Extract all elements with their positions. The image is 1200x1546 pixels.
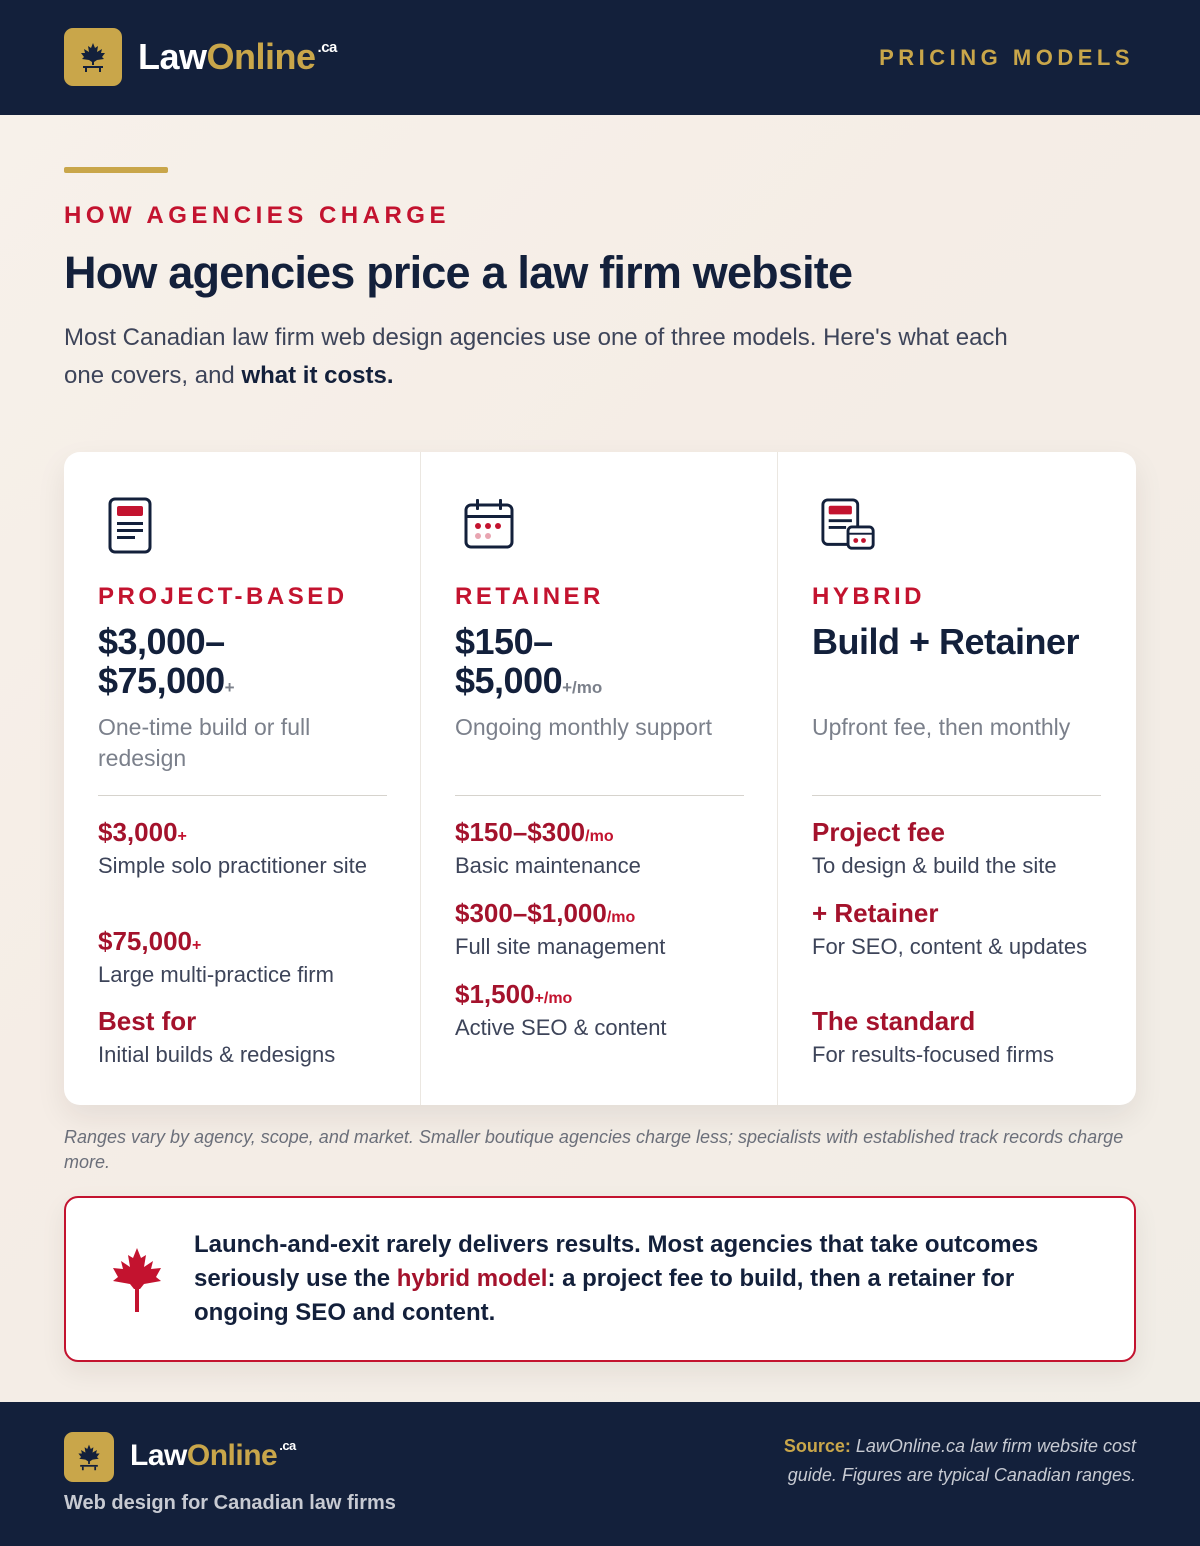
model-price: $3,000– $75,000+ <box>98 621 235 701</box>
model-label: HYBRID <box>812 583 926 610</box>
hybrid-callout <box>64 1196 1136 1362</box>
header-section-tag: PRICING MODELS <box>879 45 1134 70</box>
source-note: Source: LawOnline.ca law firm website cost guide. Figures are typical Canadian ranges. <box>783 1436 1136 1485</box>
divider <box>98 795 387 796</box>
site-footer <box>0 1402 1200 1546</box>
model-item: $75,000+ Large multi-practice firm <box>98 926 334 987</box>
main-content <box>0 115 1200 1402</box>
ranges-footnote: Ranges vary by agency, scope, and market. Smaller boutique agencies charge less; specialists with established track records charge more. <box>64 1127 1124 1172</box>
brand-logo[interactable]: LawOnline $^{.ca}$ <box>130 1438 296 1472</box>
document-icon <box>106 496 158 556</box>
model-item: Best for Initial builds & redesigns <box>98 1006 336 1067</box>
maple-leaf-icon <box>74 1442 104 1472</box>
model-hybrid <box>778 452 1136 1105</box>
model-project-based <box>64 452 421 1105</box>
page-title: How agencies price a law firm website <box>64 247 853 298</box>
model-item: $3,000+ Simple solo practitioner site <box>98 817 368 878</box>
model-price: $150– $5,000+/mo <box>455 621 603 701</box>
brand-logo[interactable]: LawOnline $^{.ca}$ <box>138 36 337 77</box>
divider <box>455 795 744 796</box>
divider <box>812 795 1101 796</box>
pricing-models-card <box>64 452 1136 1105</box>
page-subtitle: Most Canadian law firm web design agencies use one of three models. Here's what each one covers, and what it costs. <box>64 324 1008 389</box>
document-calendar-icon <box>820 496 878 556</box>
footer-tagline: Web design for Canadian law firms <box>64 1492 396 1514</box>
model-description: Ongoing monthly support <box>455 714 712 740</box>
accent-bar <box>64 167 168 173</box>
model-item: + Retainer For SEO, content & updates <box>812 898 1088 959</box>
model-item: $150–$300/mo Basic maintenance <box>455 817 641 878</box>
calendar-icon <box>463 496 515 556</box>
maple-leaf-icon <box>106 1246 168 1314</box>
model-description: One-time build or full redesign <box>98 714 311 771</box>
logo-badge[interactable] <box>64 1432 114 1482</box>
model-item: $1,500+/mo Active SEO & content <box>455 979 667 1040</box>
callout-text: Launch-and-exit rarely delivers results. Most agencies that take outcomes seriously use the hybrid model: a project fee to build, then a retainer for ongoing SEO and content. <box>194 1231 1039 1326</box>
logo-badge[interactable] <box>64 28 122 86</box>
maple-leaf-icon <box>76 40 110 74</box>
model-item: $300–$1,000/mo Full site management <box>455 898 666 959</box>
model-label: PROJECT-BASED <box>98 583 348 610</box>
model-label: RETAINER <box>455 583 604 610</box>
model-item: Project fee To design & build the site <box>812 817 1057 878</box>
model-price: Build + Retainer <box>812 621 1080 662</box>
model-description: Upfront fee, then monthly <box>812 714 1071 740</box>
site-header <box>0 0 1200 115</box>
section-eyebrow: HOW AGENCIES CHARGE <box>64 202 450 229</box>
model-item: The standard For results-focused firms <box>812 1006 1055 1067</box>
model-retainer <box>421 452 778 1105</box>
